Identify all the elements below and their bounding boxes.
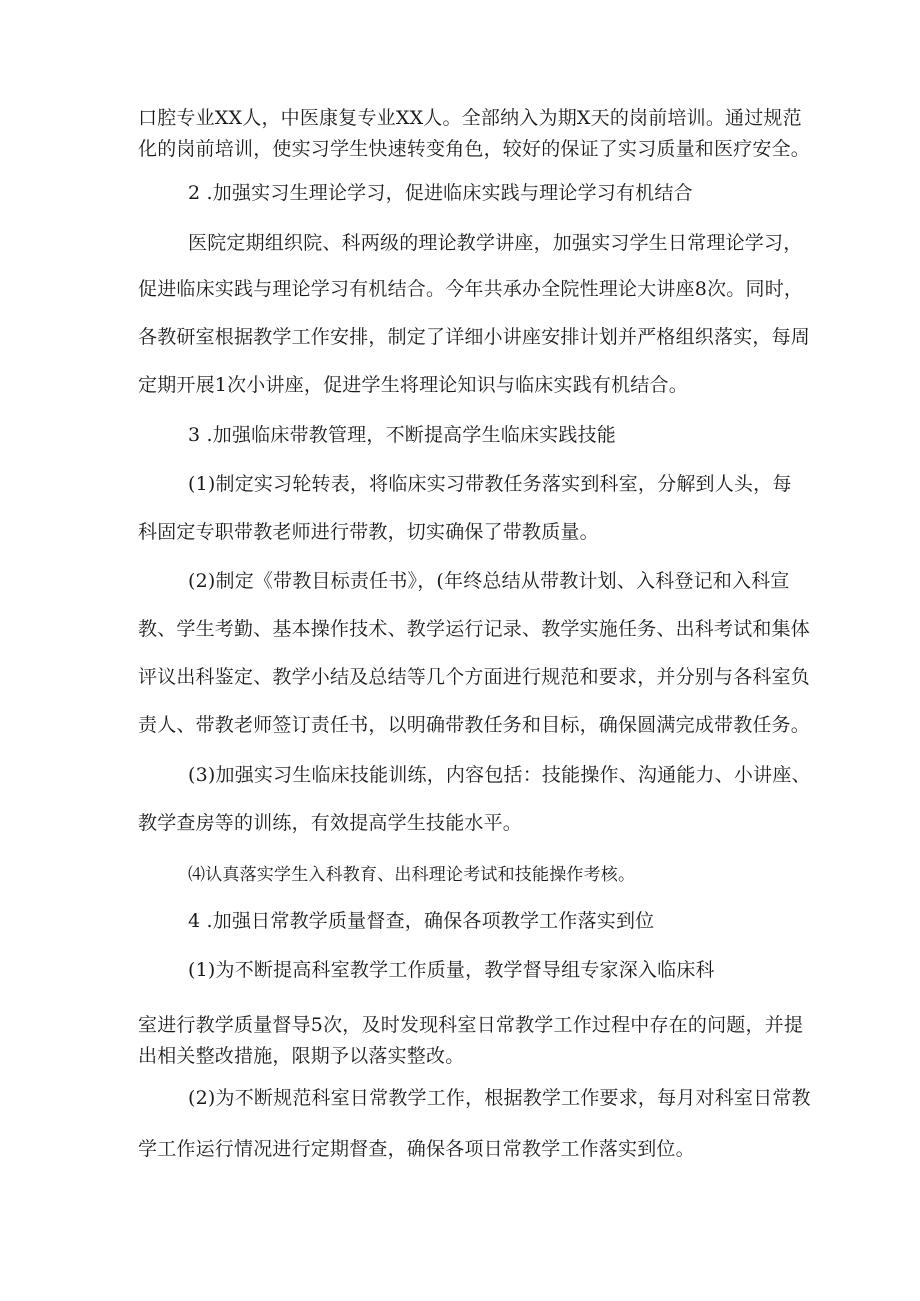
text-line: (3)加强实习生临床技能训练，内容包括：技能操作、沟通能力、小讲座、 bbox=[188, 764, 811, 786]
section-heading: 4 .加强日常教学质量督查，确保各项教学工作落实到位 bbox=[188, 910, 655, 932]
text-line: 学工作运行情况进行定期督查，确保各项日常教学工作落实到位。 bbox=[138, 1138, 695, 1160]
text-line: (2)为不断规范科室日常教学工作，根据教学工作要求，每月对科室日常教 bbox=[188, 1087, 811, 1109]
text-line: (2)制定《带教目标责任书》，(年终总结从带教计划、入科登记和入科宣 bbox=[188, 570, 790, 592]
text-line: 促进临床实践与理论学习有机结合。今年共承办全院性理论大讲座8次。同时， bbox=[138, 278, 804, 300]
text-line: 定期开展1次小讲座，促进学生将理论知识与临床实践有机结合。 bbox=[138, 374, 688, 396]
text-line: (1)制定实习轮转表，将临床实习带教任务落实到科室，分解到人头，每 bbox=[188, 473, 792, 495]
text-line: ⑷认真落实学生入科教育、出科理论考试和技能操作考核。 bbox=[188, 865, 636, 885]
text-line: (1)为不断提高科室教学工作质量，教学督导组专家深入临床科 bbox=[188, 959, 715, 981]
text-line: 评议出科鉴定、教学小结及总结等几个方面进行规范和要求，并分别与各科室负 bbox=[138, 666, 811, 688]
section-heading: 2 .加强实习生理论学习，促进临床实践与理论学习有机结合 bbox=[188, 182, 693, 204]
text-line: 出相关整改措施，限期予以落实整改。 bbox=[138, 1045, 465, 1067]
section-heading: 3 .加强临床带教管理，不断提高学生临床实践技能 bbox=[188, 424, 616, 446]
text-line: 教学查房等的训练，有效提高学生技能水平。 bbox=[138, 812, 523, 834]
text-line: 科固定专职带教老师进行带教，切实确保了带教质量。 bbox=[138, 521, 599, 543]
text-line: 教、学生考勤、基本操作技术、教学运行记录、教学实施任务、出科考试和集体 bbox=[138, 618, 811, 640]
text-line: 各教研室根据教学工作安排，制定了详细小讲座安排计划并严格组织落实，每周 bbox=[138, 326, 811, 348]
text-line: 医院定期组织院、科两级的理论教学讲座，加强实习学生日常理论学习， bbox=[188, 232, 803, 254]
text-line: 室进行教学质量督导5次，及时发现科室日常教学工作过程中存在的问题，并提 bbox=[138, 1014, 804, 1036]
text-line: 口腔专业XX人，中医康复专业XX人。全部纳入为期X天的岗前培训。通过规范 bbox=[138, 107, 802, 129]
text-line: 化的岗前培训，使实习学生快速转变角色，较好的保证了实习质量和医疗安全。 bbox=[138, 138, 811, 160]
text-line: 责人、带教老师签订责任书，以明确带教任务和目标，确保圆满完成带教任务。 bbox=[138, 714, 811, 736]
